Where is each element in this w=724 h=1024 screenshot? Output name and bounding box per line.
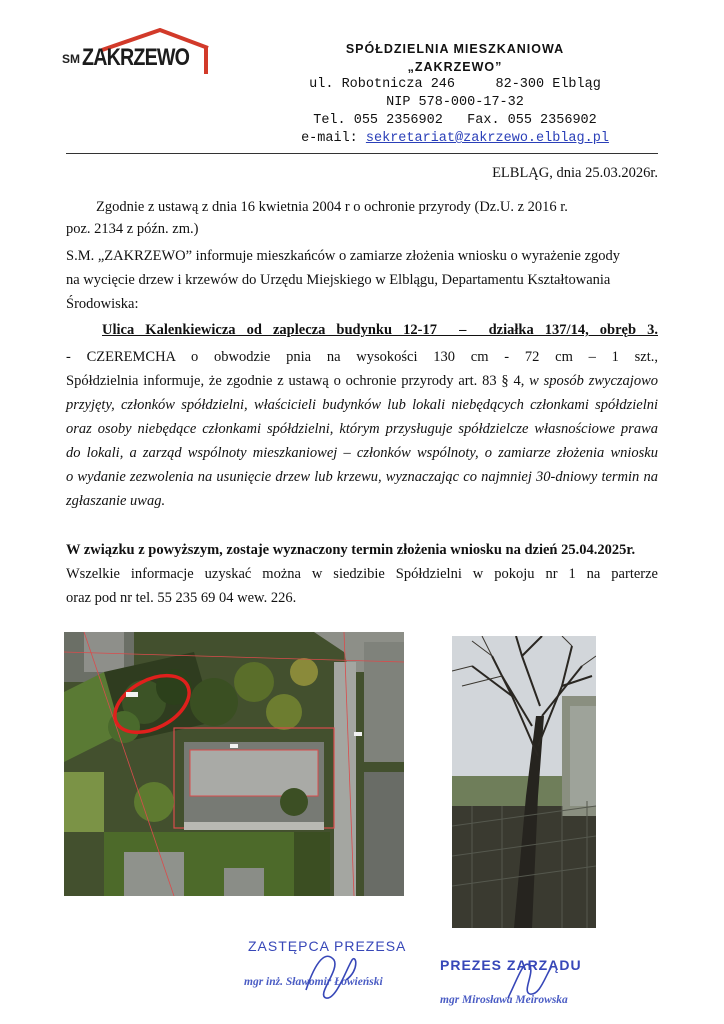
logo-name: ZAKRZEWO bbox=[82, 44, 190, 71]
tree-description: - CZEREMCHA o obwodzie pnia na wysokości 130 cm - 72 cm – 1 szt., bbox=[66, 349, 658, 365]
info-line-4: do lokali, a zarząd wspólnoty mieszkaniowej – członków wspólnoty, o zamiarze złożenia wniosku bbox=[66, 445, 658, 461]
org-title: SPÓŁDZIELNIA MIESZKANIOWA bbox=[345, 42, 565, 56]
email-label: e-mail: bbox=[301, 131, 358, 146]
info-line-2: przyjęty, członków spółdzielni, właścicieli budynków lub lokali niebędących członkami spółdzielni bbox=[66, 397, 658, 413]
intro-line-1: S.M. „ZAKRZEWO” informuje mieszkańców o zamiarze złożenia wniosku o wyrażenie zgody bbox=[66, 248, 621, 264]
info-line-1-text: Spółdzielnia informuje, że zgodnie z ustawą o ochronie przyrody art. 83 § 4, bbox=[66, 373, 525, 389]
intro-line-2: na wycięcie drzew i krzewów do Urzędu Miejskiego w Elblągu, Departamentu Kształtowania bbox=[66, 272, 611, 288]
info-line-1-italic: w sposób zwyczajowo bbox=[529, 373, 658, 389]
org-email-row bbox=[290, 130, 620, 148]
aerial-map-drawing bbox=[64, 632, 404, 896]
intro-line-3: Środowiska: bbox=[66, 296, 139, 312]
location-heading: Ulica Kalenkiewicza od zaplecza budynku 12-17 – działka 137/14, obręb 3. bbox=[102, 322, 658, 338]
info-line-5: o wydanie zezwolenia na usunięcie drzew lub krzewu, wyznaczając co najmniej 30-dniowy termin na bbox=[66, 469, 658, 485]
tree-photo-drawing bbox=[452, 636, 596, 928]
law-ref-line-1: Zgodnie z ustawą z dnia 16 kwietnia 2004 r o ochronie przyrody (Dz.U. z 2016 r. bbox=[96, 199, 568, 215]
vice-president-title: ZASTĘPCA PREZESA bbox=[248, 938, 407, 954]
vice-president-signature-icon bbox=[296, 940, 366, 1010]
aerial-map-image bbox=[64, 632, 404, 896]
deadline-notice: W związku z powyższym, zostaje wyznaczony termin złożenia wniosku na dzień 25.04.2025r. bbox=[66, 542, 636, 558]
tree-photo-image bbox=[452, 636, 596, 928]
logo-prefix: SM bbox=[62, 52, 80, 66]
org-nip: NIP 578-000-17-32 bbox=[386, 95, 524, 110]
info-line-1 bbox=[66, 371, 658, 392]
president-name: mgr Mirosława Meirowska bbox=[440, 994, 568, 1006]
company-logo bbox=[62, 28, 212, 78]
letterhead bbox=[290, 40, 620, 148]
info-line-3: oraz osoby niebędące członkami spółdzielni, którym przysługuje spółdzielcze własnościowe prawa bbox=[66, 421, 658, 437]
contact-line-2: oraz pod nr tel. 55 235 69 04 wew. 226. bbox=[66, 590, 297, 606]
letter-date: ELBLĄG, dnia 25.03.2026r. bbox=[492, 165, 658, 181]
org-name: „ZAKRZEWO” bbox=[407, 60, 503, 74]
law-ref-line-2: poz. 2134 z późn. zm.) bbox=[66, 221, 199, 237]
header-divider bbox=[66, 153, 658, 154]
president-title: PREZES ZARZĄDU bbox=[440, 957, 582, 973]
email-link[interactable]: sekretariat@zakrzewo.elblag.pl bbox=[365, 131, 609, 146]
org-phone: Tel. 055 2356902 Fax. 055 2356902 bbox=[313, 113, 597, 128]
org-address: ul. Robotnicza 246 82-300 Elbląg bbox=[309, 77, 601, 92]
president-signature-icon bbox=[500, 948, 560, 1008]
contact-line-1: Wszelkie informacje uzyskać można w siedzibie Spółdzielni w pokoju nr 1 na parterze bbox=[66, 566, 658, 582]
info-line-6: zgłaszanie uwag. bbox=[66, 493, 166, 509]
vice-president-name: mgr inż. Sławomir Łowieński bbox=[244, 976, 383, 988]
